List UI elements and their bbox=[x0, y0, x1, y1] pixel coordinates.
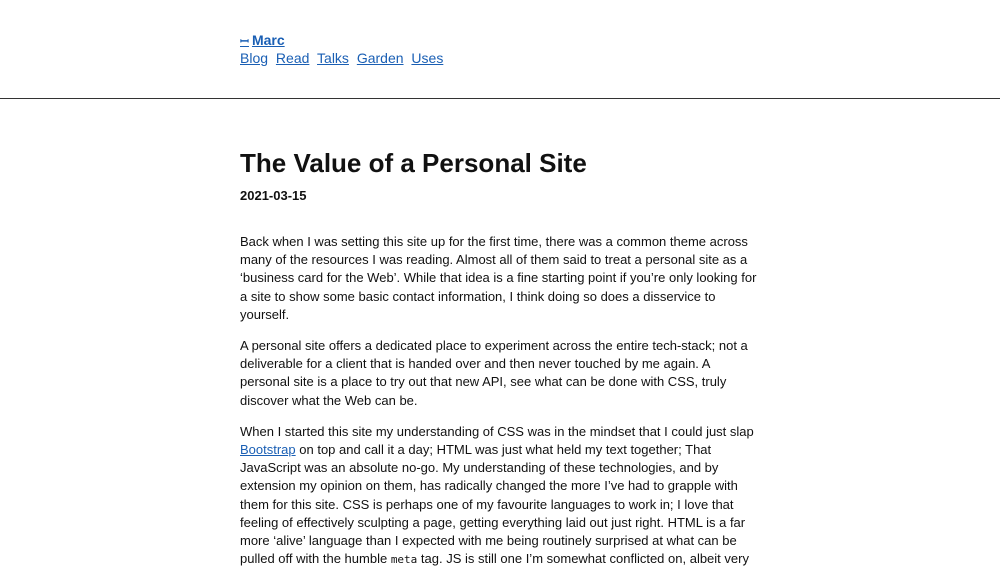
article-body bbox=[240, 233, 760, 569]
bootstrap-link[interactable]: Bootstrap bbox=[240, 442, 296, 458]
nav-link-talks[interactable]: Talks bbox=[317, 50, 349, 66]
paragraph-3-text-a: When I started this site my understanding of CSS was in the mindset that I could just slap bbox=[240, 423, 754, 439]
paragraph-3-text-b: on top and call it a day; HTML was just what held my text together; That JavaScript was an absolute no-go. My understanding of these technologies, and by extension my opinion on them, has radically changed the more I’ve had to grapple with them for this site. CSS is perhaps one of my favourite languages to work in; I love that feeling of effectively sculpting a page, getting everything laid out just right. HTML is a far more ‘alive’ language than I expected with me being routinely surprised at what can be pulled off with the humble bbox=[240, 442, 746, 567]
brand-name: Marc bbox=[251, 32, 285, 48]
paragraph-3-text-c: tag. JS is still one I’m somewhat conflicted on, albeit very bbox=[417, 551, 749, 567]
paragraph-1: Back when I was setting this site up for the first time, there was a common theme across many of the resources I was reading. Almost all of them said to treat a personal site as a ‘business card for the Web’. While that idea is a fine starting point if you’re only looking for a site to show some basic contact information, I think doing so does a disservice to yourself. bbox=[240, 234, 757, 322]
main-nav bbox=[240, 50, 447, 67]
nav-link-read[interactable]: Read bbox=[275, 50, 310, 66]
nav-link-blog[interactable]: Blog bbox=[240, 50, 269, 66]
logo-glyph-icon: ꟷ bbox=[240, 36, 249, 48]
paragraph-3 bbox=[240, 423, 760, 570]
article-title: The Value of a Personal Site bbox=[240, 148, 587, 178]
nav-link-garden[interactable]: Garden bbox=[356, 50, 404, 66]
article bbox=[240, 148, 760, 582]
nav-link-uses[interactable]: Uses bbox=[411, 50, 444, 66]
meta-code: meta bbox=[390, 553, 418, 567]
site-header bbox=[0, 0, 1000, 99]
article-date: 2021-03-15 bbox=[240, 188, 307, 203]
site-brand-link[interactable] bbox=[240, 32, 285, 51]
paragraph-2: A personal site offers a dedicated place to experiment across the entire tech-stack; not a deliverable for a client that is handed over and then never touched by me again. A personal site is a place to try out that new API, see what can be done with CSS, truly discover what the Web can be. bbox=[240, 338, 748, 408]
